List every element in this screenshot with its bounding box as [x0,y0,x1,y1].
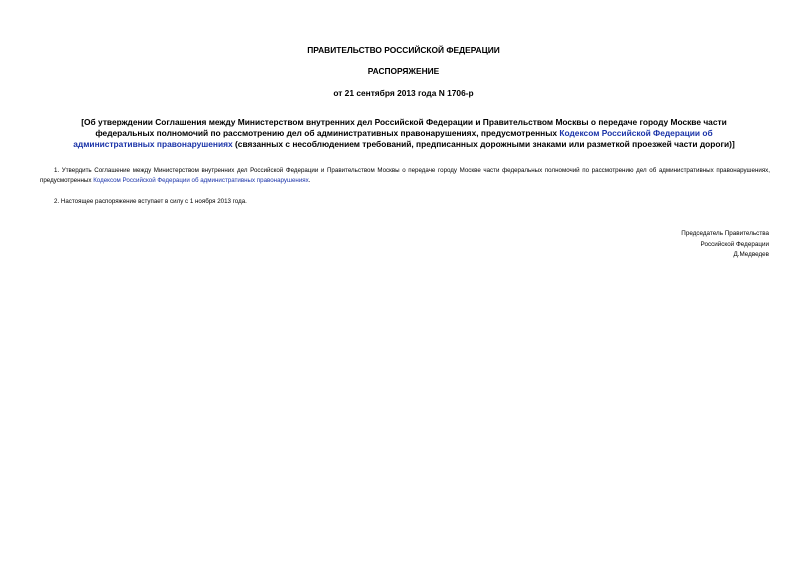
document-subject-title [58,117,750,150]
signatory-name: Д.Медведев [733,251,769,258]
document-type-heading: РАСПОРЯЖЕНИЕ [367,66,440,76]
issuer-heading: ПРАВИТЕЛЬСТВО РОССИЙСКОЙ ФЕДЕРАЦИИ [307,45,500,55]
paragraph-1 [40,166,770,186]
subject-text-end: (связанных с несоблюдением требований, предписанных дорожными знаками или разметкой проезжей части дороги)] [232,139,735,149]
paragraph-1-code-link[interactable]: Кодексом Российской Федерации об административных правонарушениях [93,177,309,184]
signature-block [681,229,769,261]
signatory-organization: Российской Федерации [700,240,769,248]
paragraph-1-text: 1. Утвердить Соглашение между Министерством внутренних дел Российской Федерации и Правительством Москвы о передаче городу Москве части федеральных полномочий по рассмотрению дел об административных правонарушениях, предусмотренных [40,167,770,184]
signatory-position: Председатель Правительства [681,230,769,237]
paragraph-1-end: . [308,177,311,184]
subject-code-link[interactable]: Кодексом Российской Федерации об административных правонарушениях [73,128,713,149]
paragraph-2: 2. Настоящее распоряжение вступает в силу с 1 ноября 2013 года. [54,198,247,205]
document-date-number: от 21 сентября 2013 года N 1706-р [333,88,474,98]
subject-text-start: [Об утверждении Соглашения между Министерством внутренних дел Российской Федерации и Правительством Москвы о передаче городу Москве части федеральных полномочий по рассмотрению дел об административных правонарушениях, предусмотренных [81,117,727,138]
